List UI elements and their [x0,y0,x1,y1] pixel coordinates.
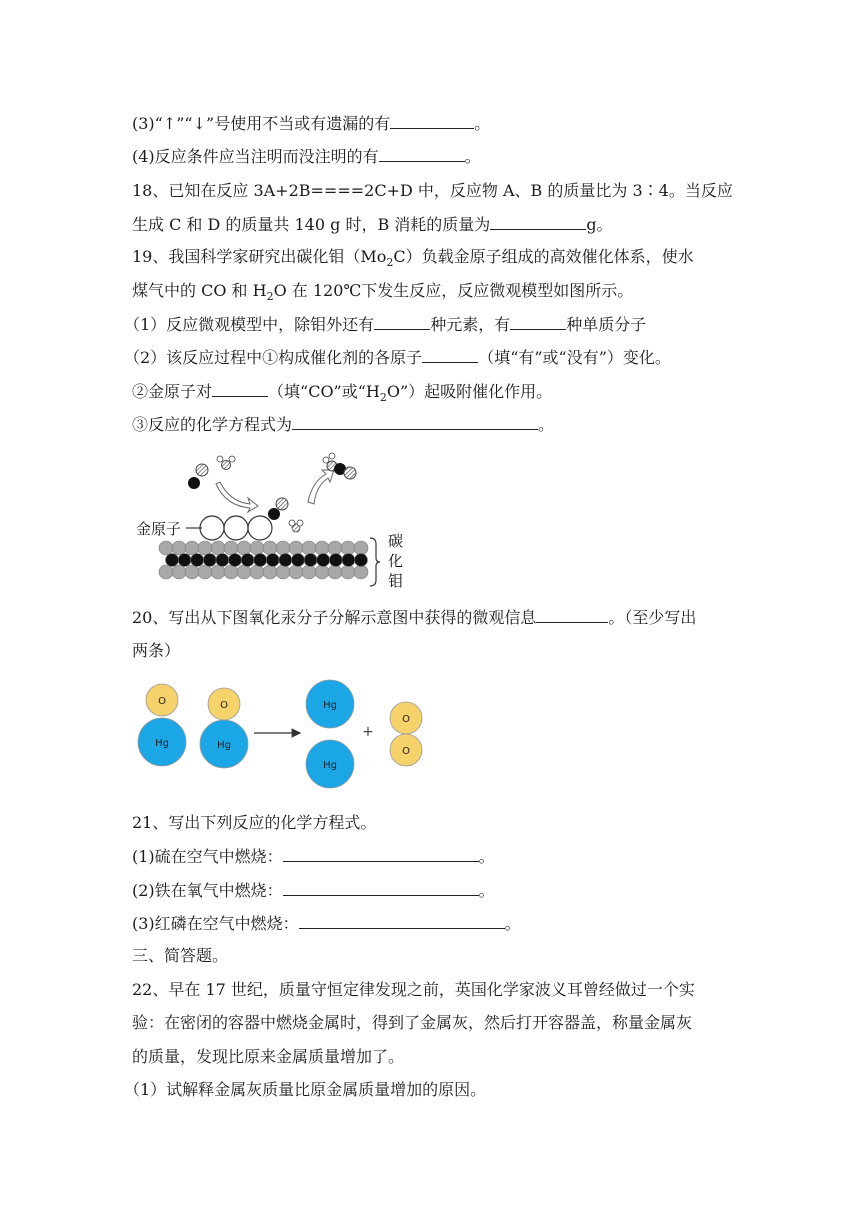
catalyst-model-figure [130,452,430,592]
molybdenum-atom [276,565,290,579]
gold-atom [248,516,272,540]
oxygen-label: O [158,696,166,707]
answer-blank[interactable] [283,845,479,862]
molybdenum-atom [250,541,264,555]
q22-line3: 的质量，发现比原来金属质量增加了。 [132,1047,405,1066]
q18-line1: 18、已知在反应 3A+2B====2C+D 中，反应物 A、B 的质量比为 3∶4。当反应 [132,181,733,200]
molybdenum-atom [302,541,316,555]
gold-atom [200,516,224,540]
molybdenum-atom [276,541,290,555]
molybdenum-atom [354,565,368,579]
carbon-atom [304,554,317,567]
bracket [370,538,380,586]
q19-sub4: ③反应的化学方程式为 。 [132,415,555,434]
answer-blank[interactable] [490,213,586,230]
carbon-atom [355,554,368,567]
hydrogen-atom [297,520,303,526]
answer-blank[interactable] [374,313,430,330]
molybdenum-atom [211,565,225,579]
carbon-atom [166,554,179,567]
q19-line2: 煤气中的 CO 和 $H_2O$ 在 120℃下发生反应，反应微观模型如图所示。 [132,281,634,304]
gold-atom [224,516,248,540]
molybdenum-carbide-lattice [159,541,368,579]
q19-sub2: （2）该反应过程中①构成催化剂的各原子 （填“有”或“没有”）变化。 [124,348,671,367]
q21-title: 21、写出下列反应的化学方程式。 [132,813,377,832]
molybdenum-atom [315,565,329,579]
mercury-label: Hg [323,760,337,771]
carbon-atom [188,477,200,489]
q22-line2: 验：在密闭的容器中燃烧金属时，得到了金属灰，然后打开容器盖，称量金属灰 [132,1013,693,1032]
mercury-label: Hg [323,700,337,711]
molybdenum-atom [302,565,316,579]
oxygen-atom [276,498,288,510]
carbide-label-3: 钼 [388,572,404,590]
carbon-atom [254,554,267,567]
molybdenum-atom [237,565,251,579]
answer-blank[interactable] [379,145,465,162]
molybdenum-atom [289,541,303,555]
molybdenum-atom [263,565,277,579]
carbide-label-2: 化 [388,552,404,570]
hydrogen-atom [323,457,329,463]
molybdenum-atom [198,565,212,579]
q19-sub3: ②金原子对 （填“CO”或“$H_2O$”）起吸附催化作用。 [132,382,553,405]
carbon-atom [266,554,279,567]
oxygen-label: O [402,714,410,725]
carbon-atom [241,554,254,567]
molybdenum-atom [159,565,173,579]
molybdenum-atom [185,565,199,579]
molybdenum-atom [250,565,264,579]
q20-line2: 两条） [132,641,181,660]
carbon-atom [216,554,229,567]
carbon-atom [342,554,355,567]
molybdenum-atom [185,541,199,555]
oxygen-atom [222,461,231,470]
answer-blank[interactable] [283,879,479,896]
carbon-atom [178,554,191,567]
q21-part1: (1)硫在空气中燃烧： 。 [132,847,495,866]
oxygen-atom [344,467,356,479]
carbon-atom [229,554,242,567]
curved-arrow-icon [308,470,334,504]
answer-blank[interactable] [536,606,608,623]
molybdenum-atom [289,565,303,579]
q17-part3: (3)“↑”“↓”号使用不当或有遗漏的有 。 [132,114,491,133]
molybdenum-atom [328,565,342,579]
hydrogen-atom [229,456,235,462]
molybdenum-atom [224,541,238,555]
carbon-atom [268,508,280,520]
q18-line2: 生成 C 和 D 的质量共 140 g 时，B 消耗的质量为 g。 [132,215,613,234]
molybdenum-atom [172,565,186,579]
q21-part2: (2)铁在氧气中燃烧： 。 [132,881,495,900]
q21-part3: (3)红磷在空气中燃烧： 。 [132,914,521,933]
answer-blank[interactable] [299,912,505,929]
molybdenum-atom [211,541,225,555]
hydrogen-atom [289,520,295,526]
molybdenum-atom [341,565,355,579]
q19-line1: 19、我国科学家研究出碳化钼$(Mo_2C)$负载金原子组成的高效催化体系，使水 [132,247,694,270]
carbon-atom [203,554,216,567]
carbon-atom [279,554,292,567]
hydrogen-atom [217,456,223,462]
molybdenum-atom [328,541,342,555]
oxygen-atom [196,464,208,476]
curved-arrow-icon [216,482,258,512]
oxygen-label: O [402,746,410,757]
carbon-atom [191,554,204,567]
oxygen-label: O [220,700,228,711]
answer-blank[interactable] [212,380,268,397]
mercury-label: Hg [217,740,231,751]
molybdenum-atom [172,541,186,555]
carbide-label-1: 碳 [388,532,404,550]
answer-blank[interactable] [422,346,478,363]
q22-line1: 22、早在 17 世纪，质量守恒定律发现之前，英国化学家波义耳曾经做过一个实 [132,980,695,999]
answer-blank[interactable] [292,413,538,430]
hydrogen-atom [329,453,335,459]
gold-atom-label: 金原子 [136,520,182,538]
section-heading: 三、简答题。 [132,946,229,965]
q20-line1: 20、写出从下图氧化汞分子分解示意图中获得的微观信息 。（至少写出 [132,608,697,627]
molybdenum-atom [315,541,329,555]
mercury-label: Hg [155,738,169,749]
molybdenum-atom [224,565,238,579]
molybdenum-atom [354,541,368,555]
q19-sub1: （1）反应微观模型中，除钼外还有 种元素，有 种单质分子 [124,315,647,334]
mercury-oxide-decomposition-figure [134,676,434,796]
plus-sign: + [362,724,374,740]
q22-sub1: （1）试解释金属灰质量比原金属质量增加的原因。 [124,1080,487,1099]
molybdenum-atom [263,541,277,555]
molybdenum-atom [341,541,355,555]
molybdenum-atom [198,541,212,555]
molybdenum-atom [237,541,251,555]
carbon-atom [329,554,342,567]
molybdenum-atom [159,541,173,555]
carbon-atom [317,554,330,567]
answer-blank[interactable] [390,112,474,129]
answer-blank[interactable] [510,313,566,330]
carbon-atom [292,554,305,567]
q17-part4: (4)反应条件应当注明而没注明的有 。 [132,147,481,166]
